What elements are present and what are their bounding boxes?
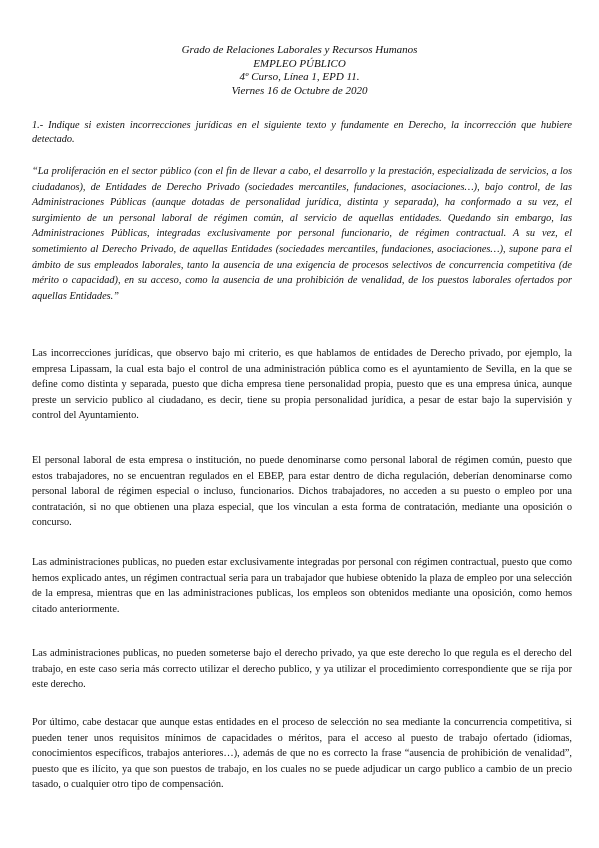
header-degree: Grado de Relaciones Laborales y Recursos Humanos <box>181 44 418 56</box>
header-date: Viernes 16 de Octubre de 2020 <box>231 84 368 97</box>
answer-paragraph: Por último, cabe destacar que aunque estas entidades en el proceso de selección no sea mediante la concurrencia competitiva, si pueden tener unos requisitos mínimos de capacidades o méritos, para el acceso al puesto de trabajo ofertado (idiomas, conocimientos específicos, trabajos anteriores…), además de que no es correcto la frase “ausencia de prohibición de venalidad”, puesto que es ilícito, ya que son puestos de trabajo, en los cuales no se puede adjudicar un cargo publico a cambio de un precio tasado, o cualquier otro tipo de compensación. <box>32 717 572 791</box>
quoted-text: “La proliferación en el sector público (con el fin de llevar a cabo, el desarrollo y la prestación, especializada de servicios, a los ciudadanos), de Entidades de Derecho Privado (sociedades mercantiles, fundaciones, asociaciones…), bajo control, de las Administraciones Públicas (aunque dotadas de personalidad jurídica, distinta y separada), ha conformado a su vez, el surgimiento de un personal laboral de régimen común, al servicio de aquellas entidades. Quedando sin embargo, las Administraciones Públicas, integradas exclusivamente por personal funcionario, de régimen contractual. A su vez, el sometimiento al Derecho Privado, de aquellas Entidades (sociedades mercantiles, fundaciones, asociaciones…), supone para el ámbito de sus empleados laborales, tanto la ausencia de una exigencia de procesos selectivos de concurrencia competitiva (de mérito o capacidad), en su acceso, como la ausencia de una prohibición de venalidad, de los puestos laborales ofertados por aquellas Entidades.” <box>32 166 572 302</box>
header-course: 4º Curso, Línea 1, EPD 11. <box>239 71 360 83</box>
answer-paragraph: Las administraciones publicas, no pueden someterse bajo el derecho privado, ya que este derecho lo que regula es el derecho del trabajo, en este caso seria más correcto utilizar el derecho publico, y ya utilizar el procedimiento correspondiente que se rija por este derecho. <box>32 648 572 691</box>
answer-paragraph: Las administraciones publicas, no pueden estar exclusivamente integradas por personal con régimen contractual, puesto que como hemos explicado antes, un régimen contractual seria para un trabajador que hubiese obtenido la plaza de empleo por una selección de la empresa, mientras que en las administraciones publicas, los empleos son obtenidos mediante una oposición, como hemos citado anteriormente. <box>32 557 572 615</box>
document-header <box>0 44 599 98</box>
exercise-question: 1.- Indique si existen incorrecciones jurídicas en el siguiente texto y fundamente en Derecho, la incorrección que hubiere detectado. <box>32 120 572 145</box>
answer-paragraph: Las incorrecciones jurídicas, que observo bajo mi criterio, es que hablamos de entidades de Derecho privado, por ejemplo, la empresa Lipassam, la cual esta bajo el control de una administración pública como es el ayuntamiento de Sevilla, en la que se define como distinta y separada, puesto que dicha empresa tiene personalidad propia, puesto que es una empresa única, aunque preste un servicio publico al ciudadano, es decir, tiene su propia personalidad jurídica, a pesar de estar bajo la supervisión y control del Ayuntamiento. <box>32 348 572 422</box>
header-subject: EMPLEO PÚBLICO <box>253 57 346 70</box>
answer-paragraph: El personal laboral de esta empresa o institución, no puede denominarse como personal laboral de régimen común, puesto que estos trabajadores, no se encuentran regulados en el EBEP, para estar dentro de dicha regulación, deberían denominarse como personal laboral de régimen especial o incluso, funcionarios. Dichos trabajadores, no acceden a su puesto o empleo por una contratación, si no que obtienen una plaza especial, que los vinculan a esta forma de contratación, mediante una oposición o concurso. <box>32 455 572 529</box>
